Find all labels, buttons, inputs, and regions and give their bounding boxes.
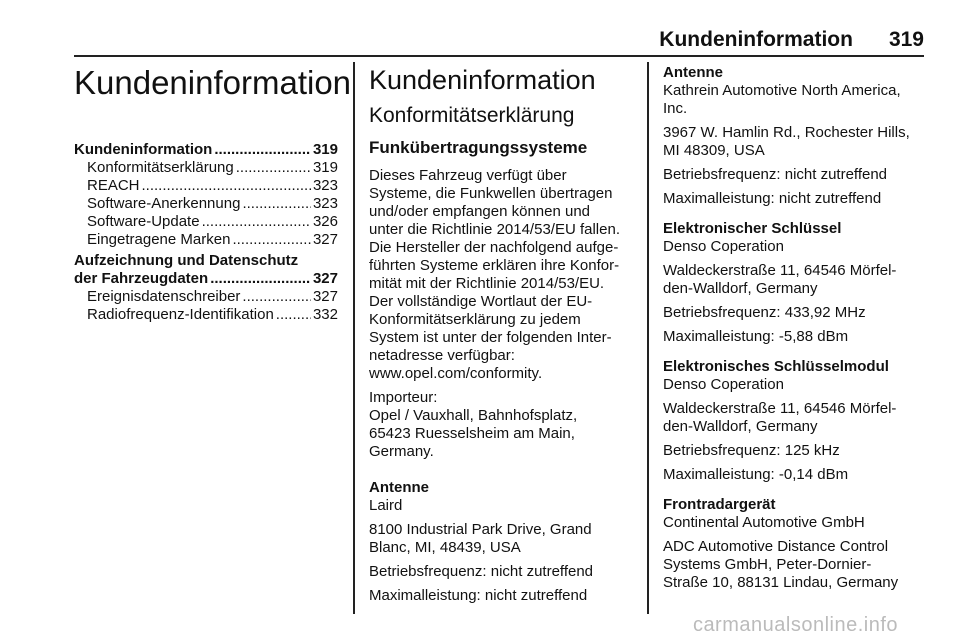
intro-paragraph: Dieses Fahrzeug verfügt über Systeme, die Funkwellen übertragen und/oder empfangen können und unter die Richtlinie 2014/53/EU fallen. Die Hersteller der nachfolgend aufge- führten Systeme erklären ihre Konfor- mität mit der Richtlinie 2014/53/EU. Der vollständige Wortlaut der EU- Konformitätserklärung zu jedem System ist unter der folgenden Inter- netadresse verfügbar: www.opel.com/conformity. <box>369 167 620 382</box>
toc-section-label[interactable]: Aufzeichnung und Datenschutz <box>74 252 299 269</box>
toc-leader <box>276 306 311 324</box>
device-frequency: Betriebsfrequenz: 125 kHz <box>663 442 840 459</box>
toc-entry[interactable] <box>74 306 338 324</box>
toc-entry-label: Software-Update <box>87 213 200 230</box>
toc-entry-page: 323 <box>312 195 338 212</box>
device-power: Maximalleistung: -5,88 dBm <box>663 328 849 345</box>
toc-leader <box>214 141 311 159</box>
device-company: Laird <box>369 497 403 514</box>
toc-entry-label: Eingetragene Marken <box>87 231 231 248</box>
table-of-contents <box>74 141 338 324</box>
device-power: Maximalleistung: nicht zutreffend <box>663 190 882 207</box>
toc-entry-page: 327 <box>312 288 338 305</box>
toc-entry-label: Kundeninformation <box>74 141 213 158</box>
device-label: Elektronischer Schlüssel <box>663 220 842 237</box>
toc-leader <box>242 288 311 306</box>
device-label: Antenne <box>663 64 723 81</box>
toc-entry[interactable] <box>74 177 338 195</box>
device-label: Antenne <box>369 479 429 496</box>
device-label: Frontradargerät <box>663 496 776 513</box>
toc-entry-page: 326 <box>312 213 338 230</box>
column-divider-2 <box>647 62 649 614</box>
toc-entry[interactable] <box>74 213 338 231</box>
toc-entry-label: Konformitätserklärung <box>87 159 234 176</box>
device-company: Denso Coperation <box>663 238 784 255</box>
page-header <box>659 28 924 52</box>
device-radar <box>663 496 933 592</box>
conformity-url: www.opel.com/conformity. <box>369 365 543 382</box>
device-address: 3967 W. Hamlin Rd., Rochester Hills, MI 48309, USA <box>663 124 910 159</box>
toc-entry-page: 319 <box>312 141 338 158</box>
device-address: 8100 Industrial Park Drive, Grand Blanc, MI, 48439, USA <box>369 521 592 556</box>
toc-entry-label: REACH <box>87 177 140 194</box>
chapter-title: Kundeninformation <box>74 64 352 101</box>
device-frequency: Betriebsfrequenz: 433,92 MHz <box>663 304 866 321</box>
section-heading: Kundeninformation <box>369 65 596 95</box>
column-divider-1 <box>353 62 355 614</box>
toc-entry[interactable] <box>74 159 338 177</box>
device-power: Maximalleistung: -0,14 dBm <box>663 466 849 483</box>
toc-entry-page: 327 <box>312 270 338 287</box>
toc-entry-page: 323 <box>312 177 338 194</box>
watermark: carmanualsonline.info <box>692 614 898 636</box>
device-label: Elektronisches Schlüsselmodul <box>663 358 889 375</box>
device-antenne-laird <box>369 479 641 605</box>
device-key-module <box>663 358 933 484</box>
device-key <box>663 220 933 346</box>
device-address: Waldeckerstraße 11, 64546 Mörfel- den-Walldorf, Germany <box>663 400 897 435</box>
toc-leader <box>232 231 311 249</box>
toc-leader <box>142 177 311 195</box>
toc-leader <box>242 195 311 213</box>
device-address: Waldeckerstraße 11, 64546 Mörfel- den-Walldorf, Germany <box>663 262 897 297</box>
device-antenne-kathrein <box>663 64 933 208</box>
device-frequency: Betriebsfrequenz: nicht zutreffend <box>663 166 888 183</box>
toc-leader <box>210 270 311 288</box>
topic-heading: Funkübertragungssysteme <box>369 138 588 157</box>
toc-entry-page: 319 <box>312 159 338 176</box>
content-column-middle <box>369 64 641 617</box>
page-number: 319 <box>888 28 924 51</box>
header-title: Kundeninformation <box>659 28 853 51</box>
device-company: Continental Automotive GmbH <box>663 514 865 531</box>
toc-entry[interactable] <box>74 231 338 249</box>
toc-entry-page: 327 <box>312 231 338 248</box>
device-company: Kathrein Automotive North America, Inc. <box>663 82 901 117</box>
toc-entry-label: Software-Anerkennung <box>87 195 241 212</box>
toc-leader <box>236 159 311 177</box>
toc-entry-label: Radiofrequenz-Identifikation <box>87 306 274 323</box>
toc-entry-page: 332 <box>312 306 338 323</box>
content-column-right <box>663 64 933 604</box>
toc-entry-label: Ereignisdatenschreiber <box>87 288 241 305</box>
toc-leader <box>202 213 311 231</box>
importer-paragraph: Importeur: Opel / Vauxhall, Bahnhofsplatz, 65423 Ruesselsheim am Main, Germany. <box>369 389 578 460</box>
toc-entry[interactable] <box>74 270 338 288</box>
toc-entry[interactable] <box>74 288 338 306</box>
toc-entry[interactable] <box>74 195 338 213</box>
device-power: Maximalleistung: nicht zutreffend <box>369 587 588 604</box>
header-rule <box>74 55 924 57</box>
toc-entry-label: der Fahrzeugdaten <box>74 270 209 287</box>
toc-entry[interactable] <box>74 141 338 159</box>
device-company: Denso Coperation <box>663 376 784 393</box>
device-address: ADC Automotive Distance Control Systems GmbH, Peter-Dornier- Straße 10, 88131 Lindau, Germany <box>663 538 899 591</box>
device-frequency: Betriebsfrequenz: nicht zutreffend <box>369 563 594 580</box>
subsection-heading: Konformitätserklärung <box>369 104 575 127</box>
